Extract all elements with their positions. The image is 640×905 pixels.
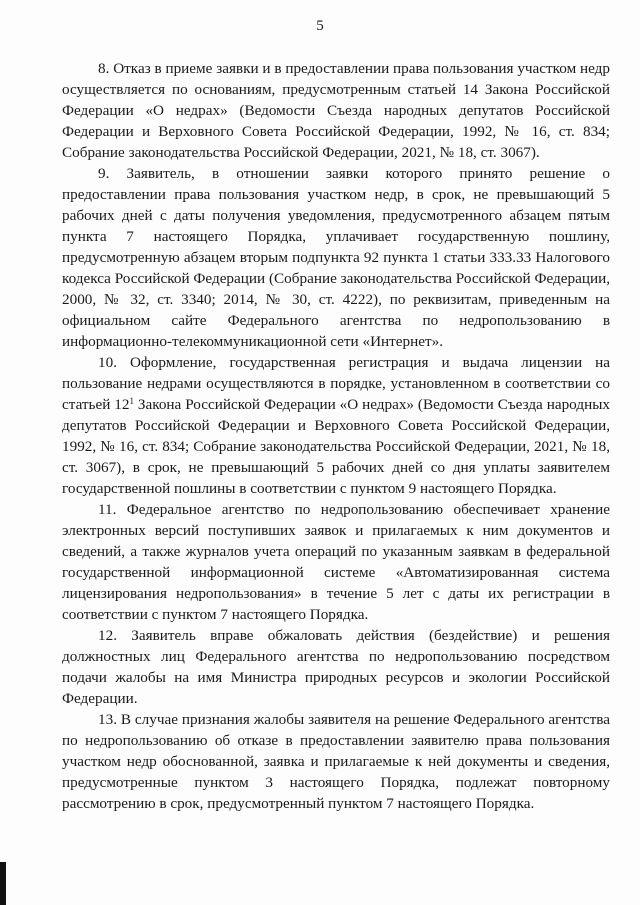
paragraph-10-text-end: Закона Российской Федерации «О недрах» (Ведомости Съезда народных депутатов Российской Федерации и Верховного Совета Российской Федерации, 1992, № 16, ст. 834; Собрание законодательства Российской Федерации, 2021, № 18, ст. 3067), в срок, не превышающий 5 рабочих дней со дня уплаты заявителем государственной пошлины в соответствии с пунктом 9 настоящего Порядка.	[62, 396, 610, 497]
document-body	[62, 58, 610, 814]
paragraph-12: 12. Заявитель вправе обжаловать действия (бездействие) и решения должностных лиц Федерального агентства по недропользованию посредством подачи жалобы на имя Министра природных ресурсов и экологии Российской Федерации.	[62, 627, 610, 707]
scan-edge-mark	[0, 862, 6, 905]
paragraph-10-text-start: 10. Оформление, государственная регистрация и выдача лицензии на пользование недрами осуществляются в порядке, установленном в соответствии со статьей 12	[62, 354, 610, 413]
article-superscript: 1	[129, 396, 134, 406]
page-number: 5	[316, 18, 324, 34]
paragraph-10	[62, 352, 610, 499]
paragraph-11: 11. Федеральное агентство по недропользованию обеспечивает хранение электронных версий поступивших заявок и прилагаемых к ним документов и сведений, а также журналов учета операций по указанным заявкам в федеральной государственной информационной системе «Автоматизированная система лицензирования недропользования» в течение 5 лет с даты их регистрации в соответствии с пунктом 7 настоящего Порядка.	[62, 501, 610, 623]
paragraph-8: 8. Отказ в приеме заявки и в предоставлении права пользования участком недр осуществляется по основаниям, предусмотренным статьей 14 Закона Российской Федерации «О недрах» (Ведомости Съезда народных депутатов Российской Федерации и Верховного Совета Российской Федерации, 1992, № 16, ст. 834; Собрание законодательства Российской Федерации, 2021, № 18, ст. 3067).	[62, 60, 610, 161]
paragraph-13: 13. В случае признания жалобы заявителя на решение Федерального агентства по недропользованию об отказе в предоставлении заявителю права пользования участком недр обоснованной, заявка и прилагаемые к ней документы и сведения, предусмотренные пунктом 3 настоящего Порядка, подлежат повторному рассмотрению в срок, предусмотренный пунктом 7 настоящего Порядка.	[62, 711, 610, 812]
paragraph-9: 9. Заявитель, в отношении заявки которого принято решение о предоставлении права пользования участком недр, в срок, не превышающий 5 рабочих дней с даты получения уведомления, предусмотренного абзацем пятым пункта 7 настоящего Порядка, уплачивает государственную пошлину, предусмотренную абзацем вторым подпункта 92 пункта 1 статьи 333.33 Налогового кодекса Российской Федерации (Собрание законодательства Российской Федерации, 2000, № 32, ст. 3340; 2014, № 30, ст. 4222), по реквизитам, приведенным на официальном сайте Федерального агентства по недропользованию в информационно-телекоммуникационной сети «Интернет».	[62, 165, 610, 350]
